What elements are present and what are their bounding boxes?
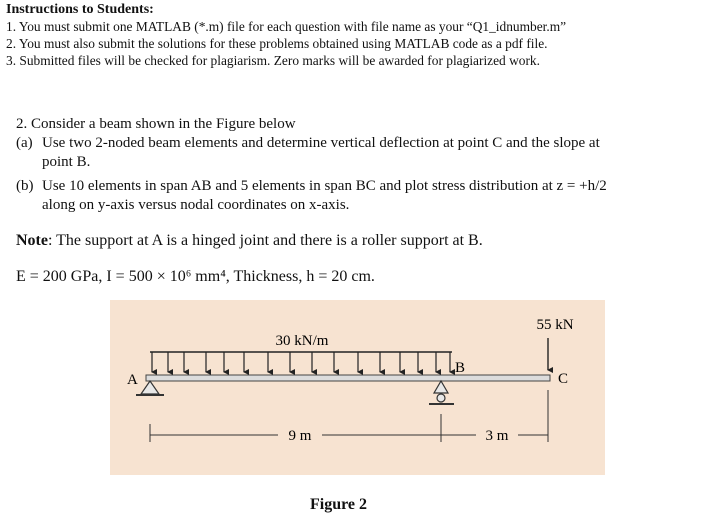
span-ab-label: 9 m [288,428,312,444]
part-a-label: (a) [16,135,33,151]
roller-support-b [429,381,454,404]
part-a-line-2: point B. [42,154,91,170]
figure-caption: Figure 2 [310,496,368,513]
point-load-label: 55 kN [536,317,574,333]
beam [146,375,550,381]
span-bc-label: 3 m [485,428,509,444]
question-header: 2. Consider a beam shown in the Figure below [16,116,296,132]
distributed-load-arrows [152,352,450,372]
label-c: C [558,371,569,387]
part-b-label: (b) [16,178,34,194]
note-label: Note [16,232,48,249]
distributed-load-label: 30 kN/m [275,333,329,349]
part-b-line-2: along on y-axis versus nodal coordinates on x-axis. [42,197,350,213]
note-text: : The support at A is a hinged joint and there is a roller support at B. [47,232,483,249]
instruction-item-3: 3. Submitted files will be checked for plagiarism. Zero marks will be awarded for plagiarized work. [6,53,540,68]
part-b-line-1: Use 10 elements in span AB and 5 elements in span BC and plot stress distribution at z = +h/2 [42,178,607,194]
hinge-support-a [136,381,164,395]
instruction-item-1: 1. You must submit one MATLAB (*.m) file for each question with file name as your “Q1_idnumber.m” [6,19,567,34]
material-properties: E = 200 GPa, I = 500 × 10⁶ mm⁴, Thickness, h = 20 cm. [16,268,375,285]
part-a-line-1: Use two 2-noded beam elements and determine vertical deflection at point C and the slope at [42,135,600,151]
instructions-title: Instructions to Students: [6,2,154,17]
label-a: A [127,372,138,388]
instruction-item-2: 2. You must also submit the solutions for these problems obtained using MATLAB code as a pdf file. [6,36,548,51]
label-b: B [455,360,466,376]
